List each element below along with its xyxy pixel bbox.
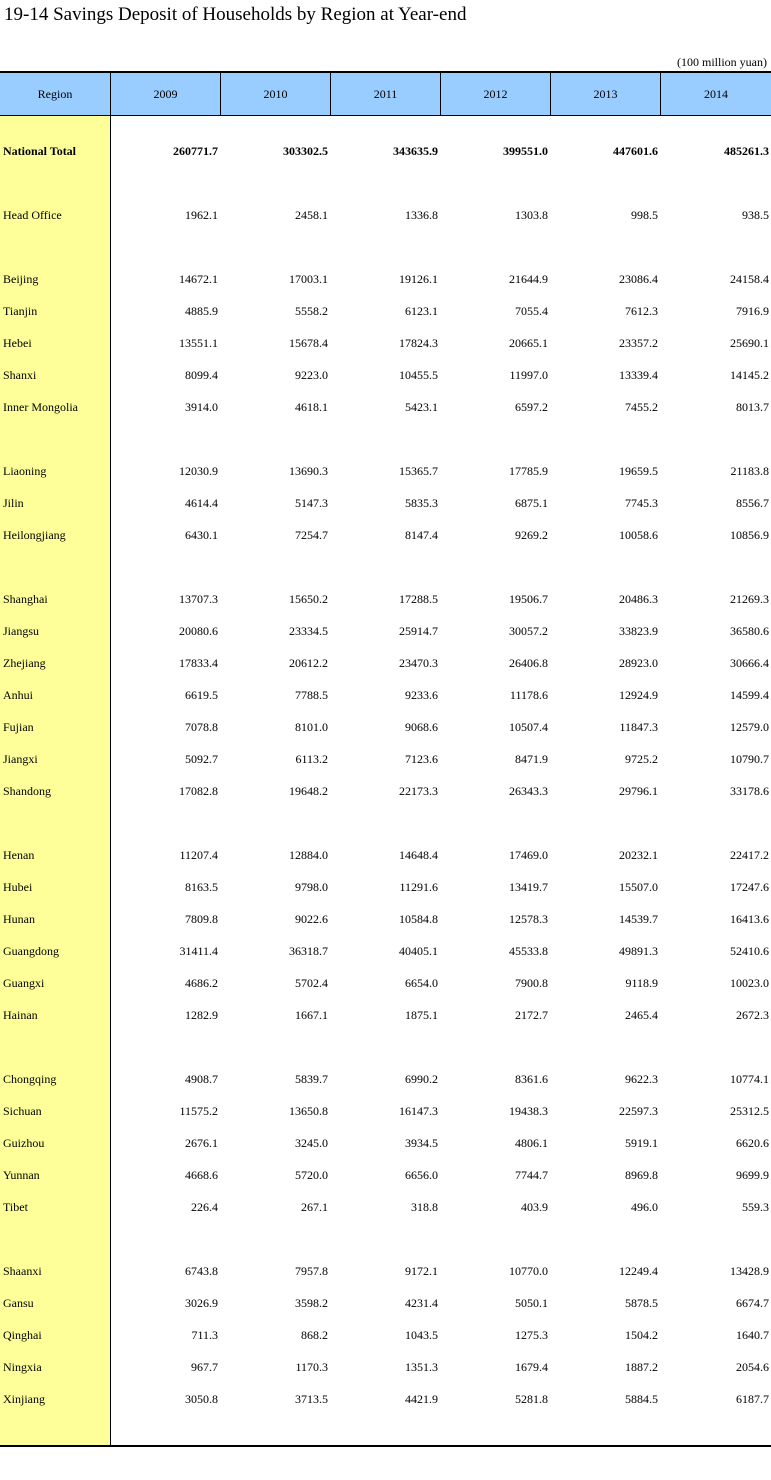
cell-value: 20612.2 [289, 656, 328, 670]
cell-value: 26406.8 [509, 656, 548, 670]
table-row [0, 749, 771, 769]
cell-value: 9699.9 [736, 1168, 769, 1182]
cell-value: 11178.6 [509, 688, 548, 702]
row-region-label: Jilin [3, 496, 24, 510]
cell-value: 13419.7 [509, 880, 548, 894]
cell-value: 11847.3 [619, 720, 658, 734]
cell-value: 15650.2 [289, 592, 328, 606]
cell-value: 4885.9 [185, 304, 218, 318]
cell-value: 45533.8 [509, 944, 548, 958]
cell-value: 17003.1 [289, 272, 328, 286]
cell-value: 12884.0 [289, 848, 328, 862]
cell-value: 3914.0 [185, 400, 218, 414]
row-region-label: Anhui [3, 688, 33, 702]
cell-value: 22417.2 [730, 848, 769, 862]
header-year: 2011 [330, 73, 440, 115]
cell-value: 2172.7 [515, 1008, 548, 1022]
cell-value: 19648.2 [289, 784, 328, 798]
cell-value: 22597.3 [619, 1104, 658, 1118]
table-row [0, 1069, 771, 1089]
table-row [0, 909, 771, 929]
cell-value: 4668.6 [185, 1168, 218, 1182]
cell-value: 6123.1 [405, 304, 438, 318]
cell-value: 36580.6 [730, 624, 769, 638]
cell-value: 267.1 [301, 1200, 328, 1214]
cell-value: 8163.5 [185, 880, 218, 894]
cell-value: 9068.6 [405, 720, 438, 734]
cell-value: 29796.1 [619, 784, 658, 798]
cell-value: 7957.8 [295, 1264, 328, 1278]
cell-value: 9269.2 [515, 528, 548, 542]
cell-value: 7744.7 [515, 1168, 548, 1182]
table-row [0, 397, 771, 417]
cell-value: 14672.1 [179, 272, 218, 286]
page-title: 19-14 Savings Deposit of Households by Region at Year-end [4, 4, 467, 25]
table-row [0, 781, 771, 801]
cell-value: 23470.3 [399, 656, 438, 670]
row-region-label: Sichuan [3, 1104, 42, 1118]
cell-value: 6619.5 [185, 688, 218, 702]
cell-value: 10023.0 [730, 976, 769, 990]
cell-value: 21183.8 [730, 464, 769, 478]
table-row [0, 621, 771, 641]
cell-value: 12924.9 [619, 688, 658, 702]
cell-value: 559.3 [742, 1200, 769, 1214]
cell-value: 3713.5 [295, 1392, 328, 1406]
cell-value: 15507.0 [619, 880, 658, 894]
cell-value: 16413.6 [730, 912, 769, 926]
cell-value: 6430.1 [185, 528, 218, 542]
cell-value: 1962.1 [185, 208, 218, 222]
cell-value: 8361.6 [515, 1072, 548, 1086]
cell-value: 1679.4 [515, 1360, 548, 1374]
cell-value: 8147.4 [405, 528, 438, 542]
table-row [0, 845, 771, 865]
row-region-label: Guizhou [3, 1136, 45, 1150]
cell-value: 4686.2 [185, 976, 218, 990]
table-row [0, 1165, 771, 1185]
cell-value: 447601.6 [613, 144, 658, 158]
cell-value: 8556.7 [736, 496, 769, 510]
cell-value: 6654.0 [405, 976, 438, 990]
cell-value: 5050.1 [515, 1296, 548, 1310]
cell-value: 5884.5 [625, 1392, 658, 1406]
cell-value: 14599.4 [730, 688, 769, 702]
row-region-label: Hunan [3, 912, 35, 926]
table-row [0, 1005, 771, 1025]
cell-value: 33823.9 [619, 624, 658, 638]
cell-value: 25914.7 [399, 624, 438, 638]
cell-value: 4806.1 [515, 1136, 548, 1150]
row-region-label: Shanghai [3, 592, 48, 606]
cell-value: 10455.5 [399, 368, 438, 382]
cell-value: 6875.1 [515, 496, 548, 510]
cell-value: 7078.8 [185, 720, 218, 734]
cell-value: 20486.3 [619, 592, 658, 606]
cell-value: 11291.6 [399, 880, 438, 894]
cell-value: 9172.1 [405, 1264, 438, 1278]
cell-value: 17288.5 [399, 592, 438, 606]
cell-value: 30057.2 [509, 624, 548, 638]
cell-value: 19506.7 [509, 592, 548, 606]
row-region-label: Henan [3, 848, 35, 862]
cell-value: 22173.3 [399, 784, 438, 798]
table-row [0, 1293, 771, 1313]
cell-value: 938.5 [742, 208, 769, 222]
cell-value: 28923.0 [619, 656, 658, 670]
cell-value: 10790.7 [730, 752, 769, 766]
table-row [0, 141, 771, 161]
cell-value: 13339.4 [619, 368, 658, 382]
cell-value: 11997.0 [509, 368, 548, 382]
table-row [0, 269, 771, 289]
cell-value: 10774.1 [730, 1072, 769, 1086]
cell-value: 17082.8 [179, 784, 218, 798]
cell-value: 3245.0 [295, 1136, 328, 1150]
cell-value: 7254.7 [295, 528, 328, 542]
cell-value: 4231.4 [405, 1296, 438, 1310]
cell-value: 9022.6 [295, 912, 328, 926]
cell-value: 8099.4 [185, 368, 218, 382]
cell-value: 9118.9 [625, 976, 658, 990]
cell-value: 2054.6 [736, 1360, 769, 1374]
cell-value: 9233.6 [405, 688, 438, 702]
table-row [0, 525, 771, 545]
cell-value: 26343.3 [509, 784, 548, 798]
cell-value: 2676.1 [185, 1136, 218, 1150]
table-row [0, 1389, 771, 1409]
cell-value: 23086.4 [619, 272, 658, 286]
cell-value: 403.9 [521, 1200, 548, 1214]
cell-value: 5281.8 [515, 1392, 548, 1406]
cell-value: 7916.9 [736, 304, 769, 318]
cell-value: 1667.1 [295, 1008, 328, 1022]
cell-value: 1275.3 [515, 1328, 548, 1342]
row-region-label: Beijing [3, 272, 39, 286]
cell-value: 6187.7 [736, 1392, 769, 1406]
cell-value: 33178.6 [730, 784, 769, 798]
cell-value: 260771.7 [173, 144, 218, 158]
cell-value: 20665.1 [509, 336, 548, 350]
row-region-label: Xinjiang [3, 1392, 45, 1406]
header-year: 2014 [660, 73, 771, 115]
cell-value: 7612.3 [625, 304, 658, 318]
header-year: 2012 [440, 73, 550, 115]
header-year: 2010 [220, 73, 330, 115]
cell-value: 7055.4 [515, 304, 548, 318]
cell-value: 1043.5 [405, 1328, 438, 1342]
cell-value: 19659.5 [619, 464, 658, 478]
cell-value: 485261.3 [724, 144, 769, 158]
cell-value: 5835.3 [405, 496, 438, 510]
row-region-label: Guangxi [3, 976, 45, 990]
cell-value: 343635.9 [393, 144, 438, 158]
row-region-label: Liaoning [3, 464, 47, 478]
cell-value: 17833.4 [179, 656, 218, 670]
table-header [0, 73, 771, 116]
cell-value: 17469.0 [509, 848, 548, 862]
cell-value: 1504.2 [625, 1328, 658, 1342]
cell-value: 17247.6 [730, 880, 769, 894]
cell-value: 3050.8 [185, 1392, 218, 1406]
header-year: 2013 [550, 73, 660, 115]
header-region: Region [37, 87, 73, 101]
cell-value: 8013.7 [736, 400, 769, 414]
cell-value: 20232.1 [619, 848, 658, 862]
cell-value: 36318.7 [289, 944, 328, 958]
cell-value: 4908.7 [185, 1072, 218, 1086]
table-row [0, 1325, 771, 1345]
header-year: 2009 [110, 73, 220, 115]
cell-value: 13690.3 [289, 464, 328, 478]
cell-value: 7455.2 [625, 400, 658, 414]
row-region-label: Head Office [3, 208, 62, 222]
cell-value: 399551.0 [503, 144, 548, 158]
row-region-label: Inner Mongolia [3, 400, 78, 414]
row-region-label: Shandong [3, 784, 51, 798]
cell-value: 5702.4 [295, 976, 328, 990]
cell-value: 13428.9 [730, 1264, 769, 1278]
cell-value: 15678.4 [289, 336, 328, 350]
cell-value: 1875.1 [405, 1008, 438, 1022]
cell-value: 7809.8 [185, 912, 218, 926]
unit-note: (100 million yuan) [677, 55, 767, 69]
cell-value: 7900.8 [515, 976, 548, 990]
cell-value: 2672.3 [736, 1008, 769, 1022]
cell-value: 6620.6 [736, 1136, 769, 1150]
cell-value: 4614.4 [185, 496, 218, 510]
row-region-label: Ningxia [3, 1360, 42, 1374]
cell-value: 25312.5 [730, 1104, 769, 1118]
row-region-label: Tibet [3, 1200, 28, 1214]
row-region-label: Jiangxi [3, 752, 38, 766]
cell-value: 19126.1 [399, 272, 438, 286]
table-row [0, 717, 771, 737]
cell-value: 8471.9 [515, 752, 548, 766]
table-row [0, 333, 771, 353]
cell-value: 8101.0 [295, 720, 328, 734]
cell-value: 6597.2 [515, 400, 548, 414]
cell-value: 2465.4 [625, 1008, 658, 1022]
row-region-label: Jiangsu [3, 624, 39, 638]
cell-value: 13551.1 [179, 336, 218, 350]
cell-value: 5147.3 [295, 496, 328, 510]
row-region-label: Hubei [3, 880, 33, 894]
cell-value: 967.7 [191, 1360, 218, 1374]
table-row [0, 653, 771, 673]
cell-value: 10584.8 [399, 912, 438, 926]
row-region-label: National Total [3, 144, 77, 158]
cell-value: 11575.2 [179, 1104, 218, 1118]
table-row [0, 1133, 771, 1153]
cell-value: 711.3 [191, 1328, 218, 1342]
cell-value: 496.0 [631, 1200, 658, 1214]
table-row [0, 461, 771, 481]
table-row [0, 365, 771, 385]
cell-value: 13707.3 [179, 592, 218, 606]
cell-value: 11207.4 [179, 848, 218, 862]
cell-value: 24158.4 [730, 272, 769, 286]
table-row [0, 1357, 771, 1377]
cell-value: 6656.0 [405, 1168, 438, 1182]
cell-value: 303302.5 [283, 144, 328, 158]
table-row [0, 973, 771, 993]
cell-value: 49891.3 [619, 944, 658, 958]
cell-value: 6113.2 [295, 752, 328, 766]
cell-value: 5878.5 [625, 1296, 658, 1310]
cell-value: 15365.7 [399, 464, 438, 478]
cell-value: 5919.1 [625, 1136, 658, 1150]
cell-value: 3934.5 [405, 1136, 438, 1150]
table-row [0, 589, 771, 609]
table-row [0, 1197, 771, 1217]
cell-value: 5558.2 [295, 304, 328, 318]
cell-value: 9725.2 [625, 752, 658, 766]
row-region-label: Zhejiang [3, 656, 46, 670]
table-row [0, 877, 771, 897]
cell-value: 12030.9 [179, 464, 218, 478]
table-row [0, 301, 771, 321]
row-region-label: Shanxi [3, 368, 37, 382]
row-region-label: Hebei [3, 336, 32, 350]
cell-value: 10770.0 [509, 1264, 548, 1278]
cell-value: 30666.4 [730, 656, 769, 670]
cell-value: 1282.9 [185, 1008, 218, 1022]
cell-value: 10507.4 [509, 720, 548, 734]
cell-value: 20080.6 [179, 624, 218, 638]
cell-value: 14539.7 [619, 912, 658, 926]
cell-value: 1887.2 [625, 1360, 658, 1374]
table-bottom-rule [0, 1445, 771, 1447]
row-region-label: Fujian [3, 720, 34, 734]
cell-value: 23357.2 [619, 336, 658, 350]
table-row [0, 1101, 771, 1121]
cell-value: 10058.6 [619, 528, 658, 542]
cell-value: 1303.8 [515, 208, 548, 222]
table-row [0, 493, 771, 513]
cell-value: 40405.1 [399, 944, 438, 958]
cell-value: 4618.1 [295, 400, 328, 414]
row-region-label: Gansu [3, 1296, 34, 1310]
cell-value: 17785.9 [509, 464, 548, 478]
cell-value: 6674.7 [736, 1296, 769, 1310]
cell-value: 868.2 [301, 1328, 328, 1342]
cell-value: 6743.8 [185, 1264, 218, 1278]
cell-value: 19438.3 [509, 1104, 548, 1118]
cell-value: 14648.4 [399, 848, 438, 862]
cell-value: 226.4 [191, 1200, 218, 1214]
row-region-label: Guangdong [3, 944, 59, 958]
cell-value: 10856.9 [730, 528, 769, 542]
cell-value: 7745.3 [625, 496, 658, 510]
cell-value: 9798.0 [295, 880, 328, 894]
cell-value: 12249.4 [619, 1264, 658, 1278]
cell-value: 4421.9 [405, 1392, 438, 1406]
cell-value: 16147.3 [399, 1104, 438, 1118]
cell-value: 5092.7 [185, 752, 218, 766]
cell-value: 17824.3 [399, 336, 438, 350]
cell-value: 14145.2 [730, 368, 769, 382]
cell-value: 318.8 [411, 1200, 438, 1214]
cell-value: 1640.7 [736, 1328, 769, 1342]
cell-value: 9622.3 [625, 1072, 658, 1086]
row-region-label: Yunnan [3, 1168, 40, 1182]
cell-value: 12579.0 [730, 720, 769, 734]
cell-value: 21644.9 [509, 272, 548, 286]
cell-value: 12578.3 [509, 912, 548, 926]
row-region-label: Hainan [3, 1008, 38, 1022]
row-region-label: Shaanxi [3, 1264, 42, 1278]
cell-value: 3026.9 [185, 1296, 218, 1310]
cell-value: 8969.8 [625, 1168, 658, 1182]
row-region-label: Qinghai [3, 1328, 42, 1342]
cell-value: 2458.1 [295, 208, 328, 222]
row-region-label: Heilongjiang [3, 528, 66, 542]
cell-value: 6990.2 [405, 1072, 438, 1086]
cell-value: 25690.1 [730, 336, 769, 350]
cell-value: 5423.1 [405, 400, 438, 414]
cell-value: 21269.3 [730, 592, 769, 606]
cell-value: 31411.4 [179, 944, 218, 958]
cell-value: 7788.5 [295, 688, 328, 702]
cell-value: 52410.6 [730, 944, 769, 958]
cell-value: 998.5 [631, 208, 658, 222]
cell-value: 5720.0 [295, 1168, 328, 1182]
cell-value: 7123.6 [405, 752, 438, 766]
cell-value: 1170.3 [295, 1360, 328, 1374]
cell-value: 5839.7 [295, 1072, 328, 1086]
table-row [0, 941, 771, 961]
table-row [0, 1261, 771, 1281]
table-row [0, 685, 771, 705]
row-region-label: Chongqing [3, 1072, 57, 1086]
row-region-label: Tianjin [3, 304, 38, 318]
cell-value: 3598.2 [295, 1296, 328, 1310]
cell-value: 1336.8 [405, 208, 438, 222]
cell-value: 9223.0 [295, 368, 328, 382]
cell-value: 13650.8 [289, 1104, 328, 1118]
cell-value: 1351.3 [405, 1360, 438, 1374]
table-row [0, 205, 771, 225]
cell-value: 23334.5 [289, 624, 328, 638]
